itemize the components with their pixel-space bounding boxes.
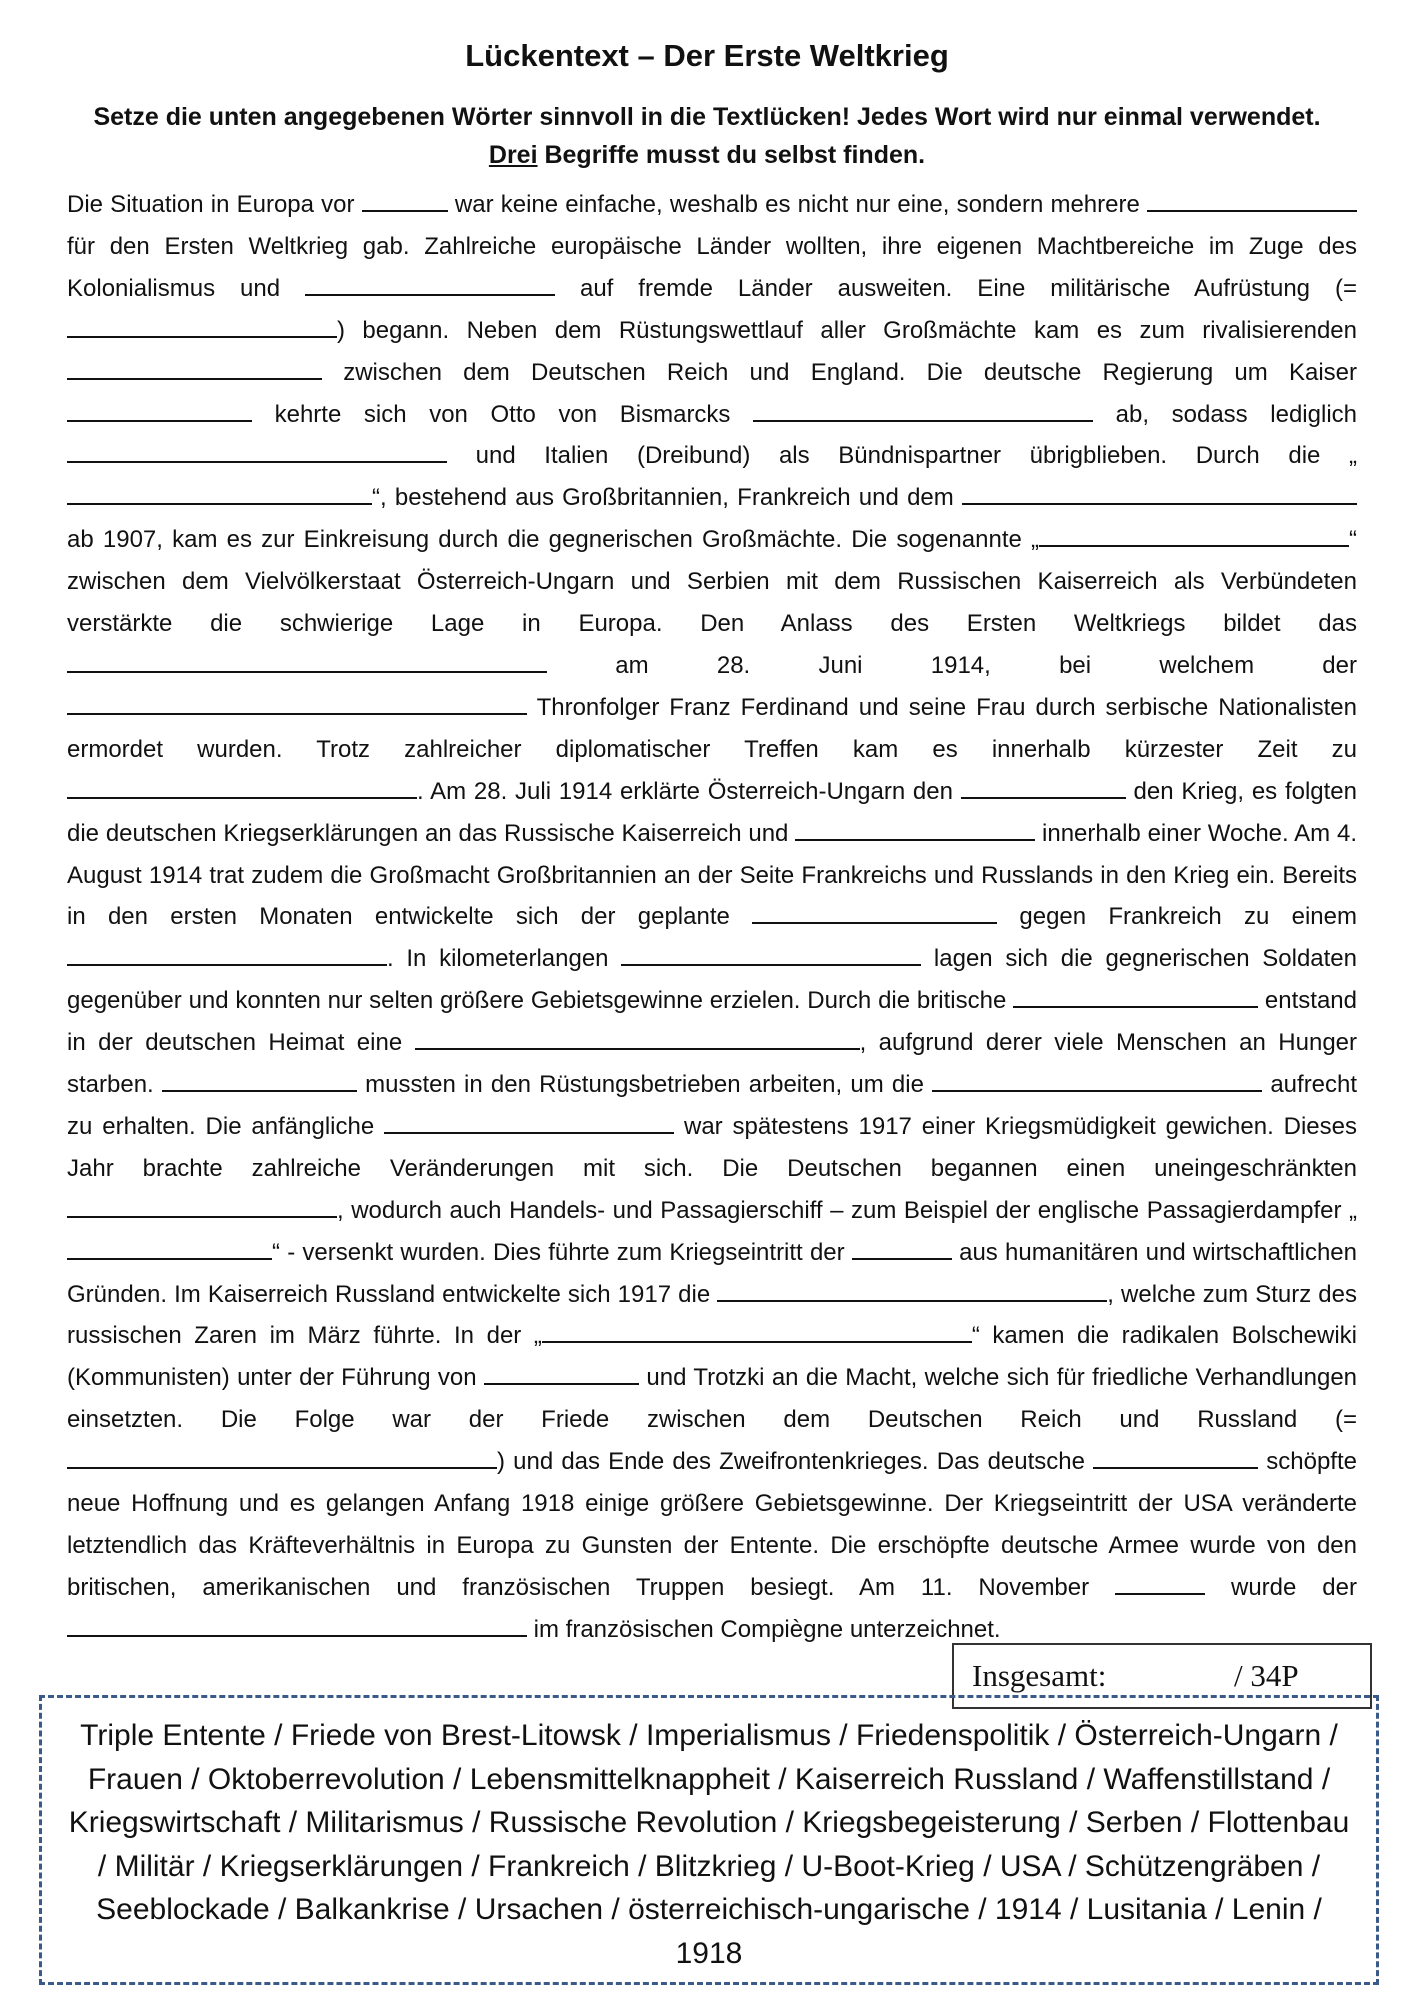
blank-field[interactable]: [752, 900, 997, 924]
instruction-underlined-word: Drei: [488, 141, 538, 169]
instructions: [90, 98, 1324, 174]
blank-field[interactable]: [67, 481, 372, 505]
text-segment: ) und das Ende des Zweifrontenkrieges. Das deutsche: [497, 1448, 1085, 1476]
blank-field[interactable]: [67, 1613, 527, 1637]
text-segment: für den Ersten Weltkrieg gab. Zahlreiche europäische Länder wollten, ihre eigenen Machtbereiche im Zuge des Kolonialismus und: [67, 232, 1357, 302]
text-segment: kehrte sich von Otto von Bismarcks: [274, 400, 731, 428]
word-bank-box: [39, 1695, 1379, 1985]
text-segment: “, bestehend aus Großbritannien, Frankreich und dem: [372, 484, 954, 512]
blank-field[interactable]: [67, 775, 417, 799]
text-segment: , aufgrund derer viele Menschen an Hunger starben.: [67, 1029, 1358, 1099]
text-segment: wurde der: [1231, 1573, 1357, 1601]
blank-field[interactable]: [621, 942, 921, 966]
instruction-text-2: Begriffe musst du selbst finden.: [537, 141, 926, 169]
text-segment: und Italien (Dreibund) als Bündnispartner übrigblieben. Durch die „: [475, 442, 1357, 470]
text-segment: ab 1907, kam es zur Einkreisung durch die gegnerischen Großmächte. Die sogenannte „: [67, 526, 1039, 554]
blank-field[interactable]: [67, 942, 387, 966]
word-bank: Triple Entente / Friede von Brest-Litowsk / Imperialismus / Friedenspolitik / Österreich-Ungarn / Frauen / Oktoberrevolution / Lebensmittelknappheit / Kaiserreich Russland / Waffenstillstand / Kriegswirtschaft / Militarismus / Russische Revolution / Kriegsbegeisterung / Serben / Flottenbau / Militär / Kriegserklärungen / Frankreich / Blitzkrieg / U-Boot-Krieg / USA / Schützengräben / Seeblockade / Balkankrise / Ursachen / österreichisch-ungarische / 1914 / Lusitania / Lenin / 1918: [68, 1719, 1350, 1970]
text-segment: entstand in der deutschen Heimat eine: [67, 987, 1357, 1057]
blank-field[interactable]: [67, 439, 447, 463]
blank-field[interactable]: [1013, 984, 1258, 1008]
text-segment: ab, sodass lediglich: [1115, 400, 1357, 428]
blank-field[interactable]: [67, 691, 527, 715]
text-segment: den Krieg, es folgten die deutschen Kriegserklärungen an das Russische Kaiserreich und: [67, 777, 1358, 847]
text-segment: aufrecht zu erhalten. Die anfängliche: [67, 1071, 1358, 1140]
blank-field[interactable]: [1115, 1571, 1205, 1595]
text-segment: im französischen Compiègne unterzeichnet.: [533, 1615, 1001, 1643]
text-segment: innerhalb einer Woche. Am 4. August 1914 trat zudem die Großmacht Großbritannien an der Seite Frankreichs und Russlands in den Krieg ein. Bereits in den ersten Monaten entwickelte sich der geplante: [67, 819, 1357, 931]
blank-field[interactable]: [384, 1110, 674, 1134]
blank-field[interactable]: [484, 1361, 639, 1385]
text-segment: schöpfte neue Hoffnung und es gelangen Anfang 1918 einige größere Gebietsgewinne. Der Kriegseintritt der USA veränderte letztendlich das Kräfteverhältnis in Europa zu Gunsten der Entente. Die erschöpfte deutsche Armee wurde von den britischen, amerikanischen und französischen Truppen besiegt. Am 11. November: [67, 1448, 1357, 1601]
text-segment: war keine einfache, weshalb es nicht nur eine, sondern mehrere: [454, 191, 1140, 218]
blank-field[interactable]: [67, 1236, 272, 1260]
text-segment: “ kamen die radikalen Bolschewiki (Kommunisten) unter der Führung von: [67, 1322, 1358, 1392]
blank-field[interactable]: [67, 356, 322, 380]
text-segment: Thronfolger Franz Ferdinand und seine Frau durch serbische Nationalisten ermordet wurden. Trotz zahlreicher diplomatischer Treffen kam es innerhalb kürzester Zeit zu: [67, 693, 1358, 763]
blank-field[interactable]: [795, 817, 1035, 841]
text-segment: “ - versenkt wurden. Dies führte zum Kriegseintritt der: [272, 1238, 845, 1266]
blank-field[interactable]: [67, 314, 337, 338]
blank-field[interactable]: [961, 775, 1126, 799]
text-segment: mussten in den Rüstungsbetrieben arbeiten, um die: [365, 1071, 924, 1099]
blank-field[interactable]: [362, 188, 448, 212]
blank-field[interactable]: [415, 1026, 860, 1050]
blank-field[interactable]: [717, 1278, 1107, 1302]
text-segment: aus humanitären und wirtschaftlichen Gründen. Im Kaiserreich Russland entwickelte sich 1917 die: [67, 1238, 1357, 1308]
text-segment: am 28. Juni 1914, bei welchem der: [615, 651, 1357, 679]
blank-field[interactable]: [962, 481, 1357, 505]
score-label: Insgesamt:: [972, 1658, 1107, 1693]
text-segment: “ zwischen dem Vielvölkerstaat Österreich-Ungarn und Serbien mit dem Russischen Kaiserreich als Verbündeten verstärkte die schwierige Lage in Europa. Den Anlass des Ersten Weltkriegs bildet das: [67, 526, 1357, 638]
text-segment: und Trotzki an die Macht, welche sich für friedliche Verhandlungen einsetzten. Die Folge war der Friede zwischen dem Deutschen Reich und Russland (=: [67, 1364, 1358, 1434]
blank-field[interactable]: [67, 398, 252, 422]
blank-field[interactable]: [67, 1194, 337, 1218]
blank-field[interactable]: [753, 398, 1093, 422]
worksheet-title: Lückentext – Der Erste Weltkrieg: [465, 38, 949, 73]
blank-field[interactable]: [1039, 523, 1349, 547]
text-segment: . Am 28. Juli 1914 erklärte Österreich-Ungarn den: [417, 777, 953, 805]
blank-field[interactable]: [162, 1068, 357, 1092]
text-segment: , welche zum Sturz des russischen Zaren im März führte. In der „: [67, 1280, 1357, 1350]
text-segment: . In kilometerlangen: [387, 945, 609, 973]
text-segment: ) begann. Neben dem Rüstungswettlauf aller Großmächte kam es zum rivalisierenden: [337, 316, 1357, 344]
blank-field[interactable]: [1147, 188, 1357, 212]
text-segment: Die Situation in Europa vor: [67, 191, 355, 218]
blank-field[interactable]: [542, 1319, 972, 1343]
text-segment: , wodurch auch Handels- und Passagierschiff – zum Beispiel der englische Passagierdampfer „: [337, 1196, 1357, 1224]
text-segment: gegen Frankreich zu einem: [1019, 903, 1357, 931]
blank-field[interactable]: [305, 272, 555, 296]
blank-field[interactable]: [852, 1236, 952, 1260]
blank-field[interactable]: [67, 649, 547, 673]
blank-field[interactable]: [932, 1068, 1262, 1092]
text-segment: war spätestens 1917 einer Kriegsmüdigkeit gewichen. Dieses Jahr brachte zahlreiche Veränderungen mit sich. Die Deutschen begannen einen uneingeschränkten: [67, 1112, 1357, 1182]
text-segment: auf fremde Länder ausweiten. Eine militärische Aufrüstung (=: [579, 274, 1357, 302]
blank-field[interactable]: [1093, 1445, 1258, 1469]
text-segment: zwischen dem Deutschen Reich und England. Die deutsche Regierung um Kaiser: [343, 358, 1357, 386]
instruction-text-1: Setze die unten angegebenen Wörter sinnvoll in die Textlücken! Jedes Wort wird nur einmal verwendet.: [93, 103, 1321, 131]
cloze-text: [67, 184, 1357, 1651]
text-segment: lagen sich die gegnerischen Soldaten gegenüber und konnten nur selten größere Gebietsgewinne erzielen. Durch die britische: [67, 945, 1357, 1015]
score-points: / 34P: [1234, 1658, 1299, 1693]
blank-field[interactable]: [67, 1445, 497, 1469]
